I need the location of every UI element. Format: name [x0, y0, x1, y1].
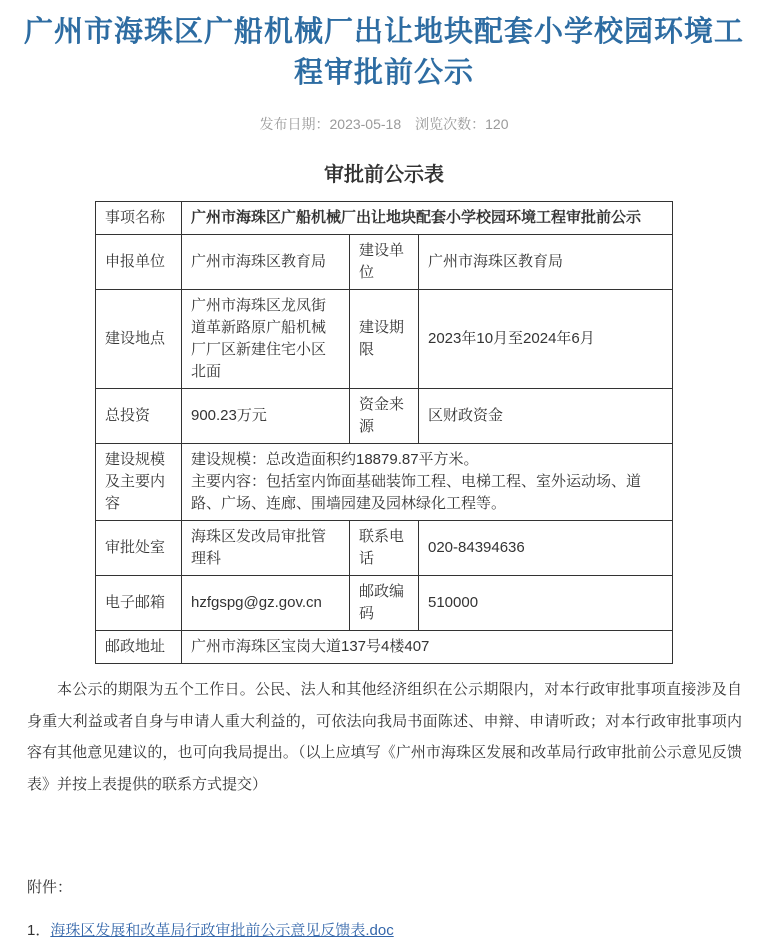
row-label-item-name: 事项名称	[95, 202, 181, 235]
announcement-page	[0, 12, 768, 940]
publish-date-label: 发布日期：	[259, 116, 330, 133]
row-label-postcode: 邮政编码	[349, 576, 418, 631]
table-row	[95, 202, 672, 235]
row-value-postcode: 510000	[418, 576, 672, 631]
notice-table	[95, 201, 673, 664]
row-label-phone: 联系电话	[349, 521, 418, 576]
row-value-construction-unit: 广州市海珠区教育局	[418, 235, 672, 290]
row-label-declare-unit: 申报单位	[95, 235, 181, 290]
table-row	[95, 631, 672, 664]
attachments-label: 附件：	[27, 879, 73, 897]
row-value-location: 广州市海珠区龙凤街道革新路原广船机械厂厂区新建住宅小区北面	[181, 290, 349, 389]
row-value-phone: 020-84394636	[418, 521, 672, 576]
row-value-declare-unit: 广州市海珠区教育局	[181, 235, 349, 290]
row-label-scale-content: 建设规模及主要内容	[95, 444, 181, 521]
row-label-postal-address: 邮政地址	[95, 631, 181, 664]
publish-date-value: 2023-05-18	[329, 116, 402, 133]
table-row	[95, 235, 672, 290]
row-value-investment: 900.23万元	[181, 389, 349, 444]
row-value-approval-office: 海珠区发改局审批管理科	[181, 521, 349, 576]
row-label-period: 建设期限	[349, 290, 418, 389]
row-value-item-name: 广州市海珠区广船机械厂出让地块配套小学校园环境工程审批前公示	[181, 202, 672, 235]
attachment-index: 1．	[27, 922, 51, 940]
table-row	[95, 444, 672, 521]
table-row	[95, 290, 672, 389]
row-label-construction-unit: 建设单位	[349, 235, 418, 290]
row-label-fund-source: 资金来源	[349, 389, 418, 444]
row-value-period: 2023年10月至2024年6月	[418, 290, 672, 389]
row-value-postal-address: 广州市海珠区宝岗大道137号4楼407	[181, 631, 672, 664]
table-row	[95, 576, 672, 631]
views-value: 120	[485, 116, 509, 133]
table-row	[95, 389, 672, 444]
notice-paragraph: 本公示的期限为五个工作日。公民、法人和其他经济组织在公示期限内，对本行政审批事项直接涉及自身重大利益或者自身与申请人重大利益的，可依法向我局书面陈述、申辩、申请听政；对本行政审批事项内容有其他意见建议的，也可向我局提出。（以上应填写《广州市海珠区发展和改革局行政审批前公示意见反馈表》并按上表提供的联系方式提交）	[27, 681, 742, 793]
row-label-location: 建设地点	[95, 290, 181, 389]
table-row	[95, 521, 672, 576]
attachment-doc-link[interactable]: 海珠区发展和改革局行政审批前公示意见反馈表.doc	[50, 922, 394, 940]
row-value-scale-content	[181, 444, 672, 521]
meta-line	[0, 114, 768, 134]
row-label-approval-office: 审批处室	[95, 521, 181, 576]
content-line: 主要内容：包括室内饰面基础装饰工程、电梯工程、室外运动场、道路、广场、连廊、围墙园建及园林绿化工程等。	[190, 473, 641, 513]
row-label-email: 电子邮箱	[95, 576, 181, 631]
row-value-fund-source: 区财政资金	[418, 389, 672, 444]
scale-line: 建设规模：总改造面积约18879.87平方米。	[190, 451, 479, 469]
page-title: 广州市海珠区广船机械厂出让地块配套小学校园环境工程审批前公示	[23, 16, 744, 90]
row-value-email: hzfgspg@gz.gov.cn	[181, 576, 349, 631]
views-label: 浏览次数：	[415, 116, 486, 133]
row-label-investment: 总投资	[95, 389, 181, 444]
table-title: 审批前公示表	[324, 164, 444, 187]
attachment-item	[27, 919, 768, 940]
